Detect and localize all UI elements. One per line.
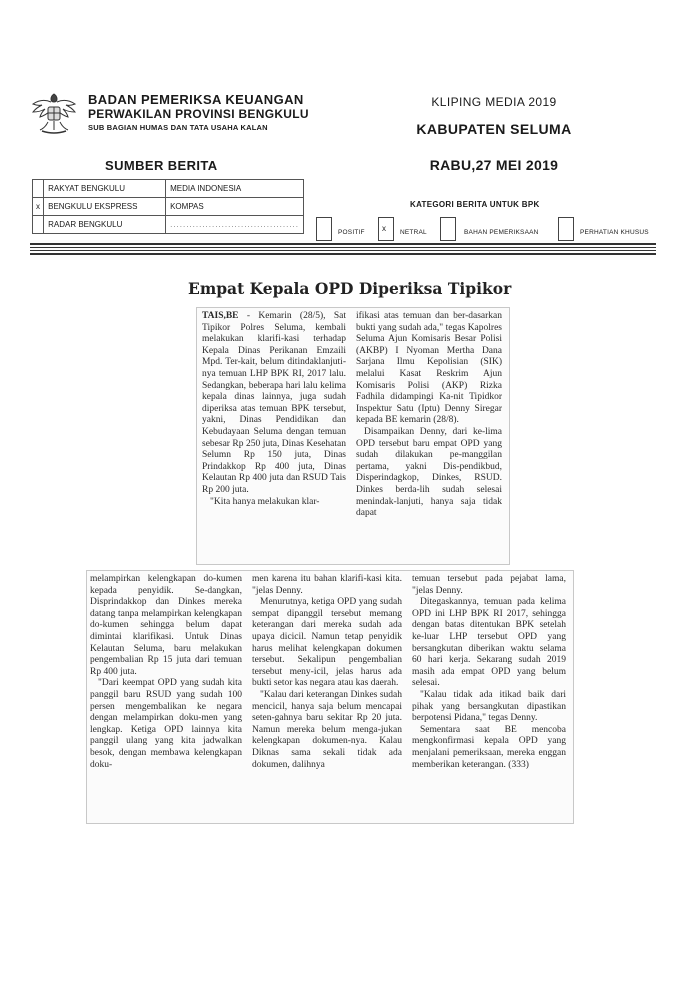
source-left: RADAR BENGKULU (44, 216, 166, 234)
paragraph: "Kalau dari keterangan Dinkes sudah mencicil, hanya saja belum mencapai seten-gahnya baru sekitar Rp 20 juta. Namun mereka belum menga-jukan kelengkapan dokumen-nya. Kalau Diknas sama sekali tidak ada dokumen, dalihnya (252, 689, 402, 770)
source-left: RAKYAT BENGKULU (44, 180, 166, 198)
paragraph: "Kita hanya melakukan klar- (210, 496, 320, 507)
paragraph: Disampaikan Denny, dari ke-lima OPD tersebut baru empat OPD yang sudah dilakukan pe-manggilan pertama, yakni Dis-pendikbud, Disperindagkop, Dinkes, RSUD. Dinkes berda-lih sudah selesai menindak-lanjuti, hanya saja tidak dapat (356, 426, 502, 519)
paragraph: "Dari keempat OPD yang sudah kita panggil baru RSUD yang sudah 100 persen mengembalikan ke negara dengan melampirkan doku-men yang lengkap. Ketiga OPD lainnya kita panggil ulang yang kita jadwalkan besok, dengan membawa kelengkapan doku- (90, 678, 242, 770)
source-right: KOMPAS (166, 198, 304, 216)
org-subtitle: PERWAKILAN PROVINSI BENGKULU (88, 107, 309, 121)
paragraph: Ditegaskannya, temuan pada kelima OPD ini LHP BPK RI 2017, sehingga dengan batas ditentukan BPK setelah ke-luar LHP tersebut OPD yang bersangkutan diberikan waktu selama 60 hari kerja. Sekarang sudah 2019 masih ada empat OPD yang belum selesai. (412, 597, 566, 689)
checkbox-label: POSITIF (338, 229, 365, 236)
source-right: MEDIA INDONESIA (166, 180, 304, 198)
checkbox-perhatian-khusus[interactable] (558, 217, 574, 241)
paragraph: Sementara saat BE mencoba mengkonfirmasi kepala OPD yang menjalani pemeriksaan, mereka enggan memberikan keterangan. (333) (412, 724, 566, 770)
checkbox-mark: x (382, 224, 386, 233)
article-column-4 (252, 574, 402, 771)
org-name: BADAN PEMERIKSA KEUANGAN (88, 92, 304, 107)
checkbox-positif[interactable] (316, 217, 332, 241)
paragraph: Menurutnya, ketiga OPD yang sudah sempat dipanggil tersebut memang keterangan dari mereka sudah ada upaya dicicil. Namun tetap penyidik harus melihat kelengkapan dokumen tersebut. Sekalipun pengembalian tersebut meny-icil, jelas harus ada bukti setor kas negara atau kas daerah. (252, 597, 402, 689)
article-column-3 (90, 574, 242, 771)
checkbox-netral[interactable] (378, 217, 394, 241)
checkbox-label: PERHATIAN KHUSUS (580, 229, 649, 236)
paragraph: men karena itu bahan klarifi-kasi kita. "jelas Denny. (252, 574, 402, 596)
source-mark[interactable]: x (33, 198, 44, 216)
article-column-1 (202, 311, 346, 508)
checkbox-bahan-pemeriksaan[interactable] (440, 217, 456, 241)
source-row (33, 216, 304, 234)
separator-line (30, 247, 656, 248)
paragraph: temuan tersebut pada pejabat lama, "jelas Denny. (412, 574, 566, 596)
article-column-2 (356, 311, 502, 520)
article-headline: Empat Kepala OPD Diperiksa Tipikor (188, 279, 512, 298)
source-row (33, 180, 304, 198)
paragraph: "Kalau tidak ada itikad baik dari pihak yang bersangkutan dipastikan berpotensi Pidana," tegas Denny. (412, 689, 566, 724)
source-left: BENGKULU EKSPRESS (44, 198, 166, 216)
separator-line (30, 253, 656, 255)
source-mark[interactable] (33, 180, 44, 198)
kabupaten-title: KABUPATEN SELUMA (416, 121, 572, 137)
separator-line (30, 250, 656, 251)
org-unit: SUB BAGIAN HUMAS DAN TATA USAHA KALAN (88, 123, 268, 132)
sources-title: SUMBER BERITA (105, 158, 218, 173)
source-mark[interactable] (33, 216, 44, 234)
separator-line (30, 243, 656, 245)
paragraph: - Kemarin (28/5), Sat Tipikor Polres Seluma, kembali melakukan klarifi-kasi terhadap Kepala Dinas Perikanan Emzaili Mpd. Ter-kait, belum ditindaklanjuti-nya temuan LHP BPK RI, 2017 lalu. Sedangkan, beberapa hari lalu kelima kepala dinas lainnya, juga sudah diperiksa atas temuan BPK tersebut, yakni, Dinas Pendidikan dan Kebudayaan Seluma dengan temuan sebesar Rp 250 juta, Dinas Kesehatan Selumn Rp 150 juta, Dinas Prindakkop Rp 400 juta, Dinas Kelautan Rp 400 juta dan RSUD Tais Rp 200 juta. (202, 311, 346, 495)
checkbox-label: NETRAL (400, 229, 427, 236)
paragraph: ifikasi atas temuan dan ber-dasarkan bukti yang sudah ada," tegas Kapolres Seluma Ajun Komisaris Besar Polisi (AKBP) I Nyoman Mertha Dana Sarjana Ilmu Kepolisian (SIK) melalui Kasat Reskrim Ajun Komisaris Polisi (AKP) Rizka Fadhila didampingi Ka-nit Tipidkor Inspektur Satu (Iptu) Denny Siregar kepada BE kemarin (28/8). (356, 311, 502, 426)
kategori-title: KATEGORI BERITA UNTUK BPK (410, 200, 540, 209)
checkbox-label: BAHAN PEMERIKSAAN (464, 229, 539, 236)
sources-table (32, 179, 304, 234)
date-title: RABU,27 MEI 2019 (429, 157, 559, 173)
kliping-title: KLIPING MEDIA 2019 (431, 95, 557, 109)
dateline: TAIS,BE (202, 311, 239, 321)
source-right: ........................................ (166, 216, 304, 234)
paragraph: melampirkan kelengkapan do-kumen kepada penyidik. Se-dangkan, Disprindakkop dan Dinkes mereka datang tanpa melampirkan kelengkapan do-kumen sehingga belum dapat dimintai klarifikasi. Untuk Dinas Kelautan Seluma, baru melakukan pengembalian Rp 15 juta dari temuan Rp 400 juta. (90, 574, 242, 677)
article-column-5 (412, 574, 566, 771)
garuda-emblem-icon (28, 86, 80, 138)
source-row (33, 198, 304, 216)
